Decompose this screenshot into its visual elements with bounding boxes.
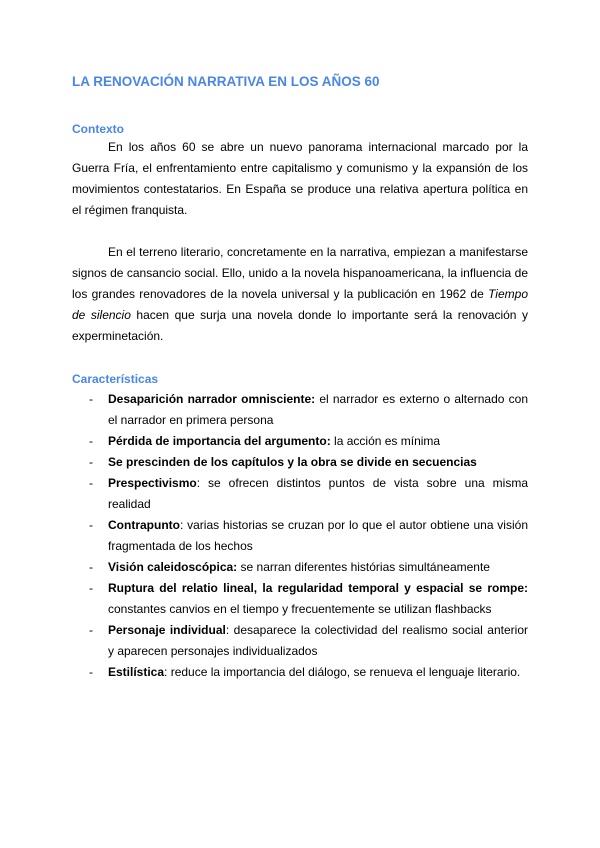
bullet-dash: - <box>89 434 93 448</box>
item-description: el narrador es externo o alternado con el narrador en primera persona <box>108 392 528 427</box>
list-item <box>72 389 528 431</box>
book-title: Tiempo de silencio <box>72 287 528 322</box>
item-term: Personaje individual <box>108 623 226 637</box>
bullet-dash: - <box>89 392 93 406</box>
list-item <box>72 620 528 662</box>
bullet-dash: - <box>89 476 93 490</box>
page-title: LA RENOVACIÓN NARRATIVA EN LOS AÑOS 60 <box>72 74 380 89</box>
item-term: Ruptura del relatio lineal, la regularidad temporal y espacial se rompe: <box>108 581 528 595</box>
list-item <box>72 473 528 515</box>
list-item <box>72 431 528 452</box>
item-term: Estilística <box>108 665 165 679</box>
item-term: Prespectivismo <box>108 476 197 490</box>
bullet-dash: - <box>89 560 93 574</box>
item-description: : desaparece la colectividad del realismo social anterior y aparecen personajes individualizados <box>108 623 528 658</box>
list-item <box>72 578 528 620</box>
item-term: Visión caleidoscópica: <box>108 560 238 574</box>
item-description: la acción es mínima <box>330 434 441 448</box>
item-term: Pérdida de importancia del argumento: <box>108 434 331 448</box>
item-term: Se prescinden de los capítulos y la obra se divide en secuencias <box>108 455 477 469</box>
item-description: : reduce la importancia del diálogo, se renueva el lenguaje literario. <box>164 665 521 679</box>
bullet-dash: - <box>89 623 93 637</box>
item-description: : varias historias se cruzan por lo que el autor obtiene una visión fragmentada de los hechos <box>108 518 528 553</box>
bullet-dash: - <box>89 581 93 595</box>
item-description: constantes canvios en el tiempo y frecuentemente se utilizan flashbacks <box>108 602 492 616</box>
section-heading-contexto: Contexto <box>72 122 124 136</box>
paragraph-contexto-2 <box>72 242 528 347</box>
item-term: Desaparición narrador omnisciente: <box>108 392 316 406</box>
item-description: : se ofrecen distintos puntos de vista sobre una misma realidad <box>108 476 528 511</box>
bullet-dash: - <box>89 665 93 679</box>
characteristics-list <box>72 389 528 683</box>
list-item <box>72 452 528 473</box>
item-term: Contrapunto <box>108 518 180 532</box>
bullet-dash: - <box>89 518 93 532</box>
paragraph-contexto-1: En los años 60 se abre un nuevo panorama internacional marcado por la Guerra Fría, el enfrentamiento entre capitalismo y comunismo y la expansión de los movimientos contestatarios. En España se produce una relativa apertura política en el régimen franquista. <box>72 140 528 217</box>
paragraph-text: En el terreno literario, concretamente en la narrativa, empiezan a manifestarse signos de cansancio social. Ello, unido a la novela hispanoamericana, la influencia de los grandes renovadores de la novela universal y la publicación en 1962 de <box>72 245 528 301</box>
section-heading-caracteristicas: Características <box>72 372 159 386</box>
item-description: se narran diferentes histórias simultáneamente <box>237 560 490 574</box>
bullet-dash: - <box>89 455 93 469</box>
paragraph-text: hacen que surja una novela donde lo importante será la renovación y experminetación. <box>72 308 528 343</box>
list-item <box>72 662 528 683</box>
list-item <box>72 557 528 578</box>
list-item <box>72 515 528 557</box>
